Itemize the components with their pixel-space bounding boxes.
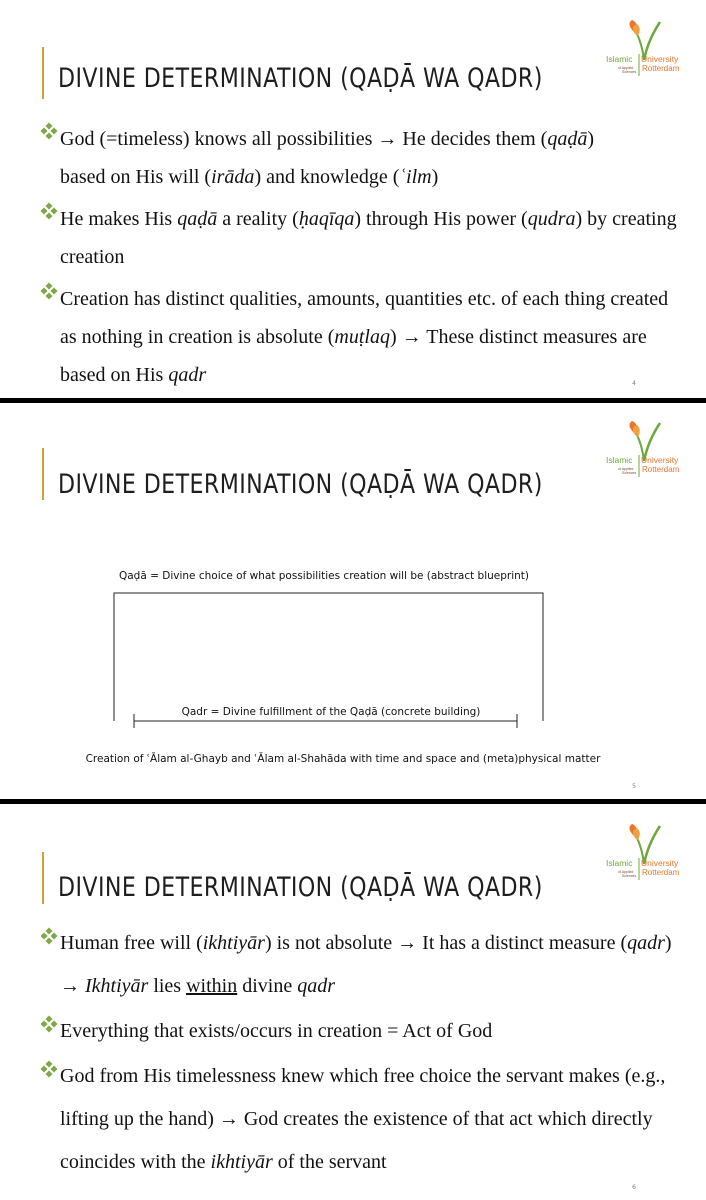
term-qadr: qadr [297,975,336,997]
term-ikhtiyar: ikhtiyār [210,1151,273,1173]
bullet-item [40,120,688,196]
bullet-text: ) and knowledge ( [254,166,400,188]
logo-word-rotterdam: Rotterdam [642,64,680,73]
logo-word-university: University [641,858,679,868]
logo-sub-applied: of Applied [618,870,634,874]
bullet-text: God (=timeless) knows all possibilities [60,128,378,150]
qada-bracket [114,593,543,721]
logo-word-islamic: Islamic [606,54,633,64]
bullet-text: based on His will ( [60,166,212,188]
term-qadr: qadr [627,932,665,954]
page-number: 5 [632,783,636,790]
bullet-text: ) is not absolute [264,932,398,954]
logo-word-university: University [641,455,679,465]
bullet-text: lies [148,975,187,997]
slide-title: DIVINE DETERMINATION (QAḌĀ WA QADR) [58,872,543,903]
page-number: 4 [632,380,636,387]
term-qudra: qudra [527,208,576,230]
bullet-text: Everything that exists/occurs in creation = Act of God [60,1020,493,1042]
logo-word-islamic: Islamic [606,858,633,868]
slide-title: DIVINE DETERMINATION (QAḌĀ WA QADR) [58,63,543,94]
diamond-bullet-icon [40,927,58,945]
diamond-bullet-icon [40,202,58,220]
bullet-text: ) [587,128,594,150]
bullet-text: It has a distinct measure ( [417,932,628,954]
term-ikhtiyar: Ikhtiyār [85,975,149,997]
logo-word-rotterdam: Rotterdam [642,465,680,474]
logo-sub-applied: of Applied [618,467,634,471]
bullet-item [40,1010,688,1053]
slide-4 [0,0,706,398]
arrow-icon: → [401,326,422,348]
term-qada: qaḍā [547,128,588,150]
bullet-text: These distinct measures are based on His [60,326,647,386]
diamond-bullet-icon [40,1015,58,1033]
bullet-item [40,200,688,276]
bullet-text: He decides them ( [397,128,548,150]
bullet-text: ) [389,326,402,348]
bullet-text: divine [237,975,298,997]
diamond-bullet-icon [40,1060,58,1078]
university-logo [604,822,684,882]
bullet-item [40,1055,688,1184]
bullet-item [40,922,688,1008]
diamond-bullet-icon [40,122,58,140]
page-number: 6 [632,1184,636,1191]
qada-label: Qaḍā = Divine choice of what possibilities creation will be (abstract blueprint) [118,570,530,582]
slide-title: DIVINE DETERMINATION (QAḌĀ WA QADR) [58,469,543,500]
bullet-text: ) by creating creation [60,208,677,268]
bullet-text: ) [431,166,439,188]
logo-sub-sciences: Sciences [622,70,637,74]
bullet-item [40,280,688,394]
creation-label: Creation of ʿĀlam al-Ghayb and ʿĀlam al-Shahāda with time and space and (meta)physical matter [85,753,601,765]
logo-word-islamic: Islamic [606,455,633,465]
term-qada: qaḍā [177,208,218,230]
qada-qadr-diagram [0,403,706,799]
arrow-icon: → [377,128,398,150]
bullet-list [40,120,688,394]
term-haqiqa: ḥaqīqa [298,208,355,230]
slide-5 [0,403,706,799]
bullet-text: Human free will ( [60,932,203,954]
term-mutlaq: muṭlaq [334,326,390,348]
bullet-text: He makes His [60,208,178,230]
bullet-text: God creates the existence of that act which directly coincides with the [60,1108,653,1173]
bullet-text: ) [664,932,672,954]
diamond-bullet-icon [40,282,58,300]
logo-sub-sciences: Sciences [622,471,637,475]
term-ilm: ʿilm [399,166,432,188]
logo-word-university: University [641,54,679,64]
arrow-icon: → [397,932,418,954]
bullet-text: of the servant [272,1151,387,1173]
term-irada: irāda [211,166,255,188]
arrow-icon: → [218,1108,239,1130]
term-ikhtiyar: ikhtiyār [202,932,265,954]
slide-6 [0,804,706,1200]
logo-sub-sciences: Sciences [622,874,637,878]
arrow-icon: → [60,975,80,997]
term-qadr: qadr [168,364,207,386]
bullet-text: Creation has distinct qualities, amounts, quantities etc. of each thing created as nothing in creation is absolute ( [60,288,669,348]
logo-word-rotterdam: Rotterdam [642,868,680,877]
bullet-text: ) through His power ( [354,208,528,230]
title-accent-bar [42,47,44,99]
university-logo [604,18,684,78]
emphasis-within: within [186,975,238,997]
logo-sub-applied: of Applied [618,66,634,70]
bullet-list [40,922,688,1184]
bullet-text: God from His timelessness knew which free choice the servant makes (e.g., lifting up the hand) [60,1065,666,1130]
bullet-text: a reality ( [217,208,299,230]
title-accent-bar [42,852,44,904]
qadr-label: Qadr = Divine fulfillment of the Qaḍā (concrete building) [181,706,481,718]
